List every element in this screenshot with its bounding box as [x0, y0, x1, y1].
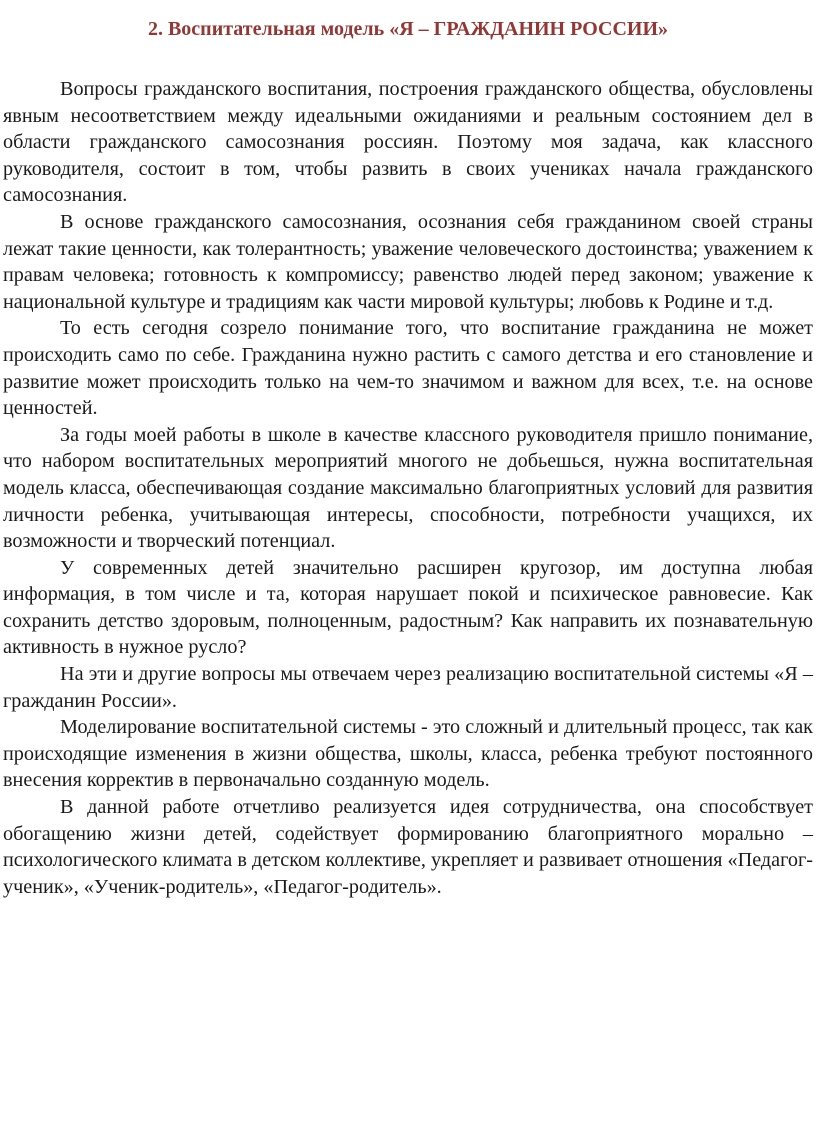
paragraph-6: На эти и другие вопросы мы отвечаем через реализацию воспитательной системы «Я – гражданин России». [3, 663, 813, 712]
document-title: 2. Воспитательная модель «Я – ГРАЖДАНИН РОССИИ» [147, 18, 669, 40]
document-body [3, 76, 813, 900]
paragraph-1: Вопросы гражданского воспитания, построения гражданского общества, обусловлены явным несоответствием между идеальными ожиданиями и реальным состоянием дел в области гражданского самосознания россиян. Поэтому моя задача, как классного руководителя, состоит в том, чтобы развить в своих учениках начала гражданского самосознания. [3, 78, 813, 207]
paragraph-2: В основе гражданского самосознания, осознания себя гражданином своей страны лежат такие ценности, как толерантность; уважение человеческого достоинства; уважением к правам человека; готовность к компромиссу; равенство людей перед законом; уважение к национальной культуре и традициям как части мировой культуры; любовь к Родине и т.д. [3, 210, 813, 313]
paragraph-4: За годы моей работы в школе в качестве классного руководителя пришло понимание, что набором воспитательных мероприятий многого не добьешься, нужна воспитательная модель класса, обеспечивающая создание максимально благоприятных условий для развития личности ребенка, учитывающая интересы, способности, потребности учащихся, их возможности и творческий потенциал. [3, 423, 813, 553]
paragraph-8: В данной работе отчетливо реализуется идея сотрудничества, она способствует обогащению жизни детей, содействует формированию благоприятного морально – психологического климата в детском коллективе, укрепляет и развивает отношения «Педагог-ученик», «Ученик-родитель», «Педагог-родитель». [3, 796, 813, 898]
paragraph-3: То есть сегодня созрело понимание того, что воспитание гражданина не может происходить само по себе. Гражданина нужно растить с самого детства и его становление и развитие может происходить только на чем-то значимом и важном для всех, т.е. на основе ценностей. [3, 317, 813, 420]
paragraph-7: Моделирование воспитательной системы - это сложный и длительный процесс, так как происходящие изменения в жизни общества, школы, класса, ребенка требуют постоянного внесения корректив в первоначально созданную модель. [3, 716, 813, 792]
paragraph-5: У современных детей значительно расширен кругозор, им доступна любая информация, в том числе и та, которая нарушает покой и психическое равновесие. Как сохранить детство здоровым, полноценным, радостным? Как направить их познавательную активность в нужное русло? [3, 556, 813, 659]
